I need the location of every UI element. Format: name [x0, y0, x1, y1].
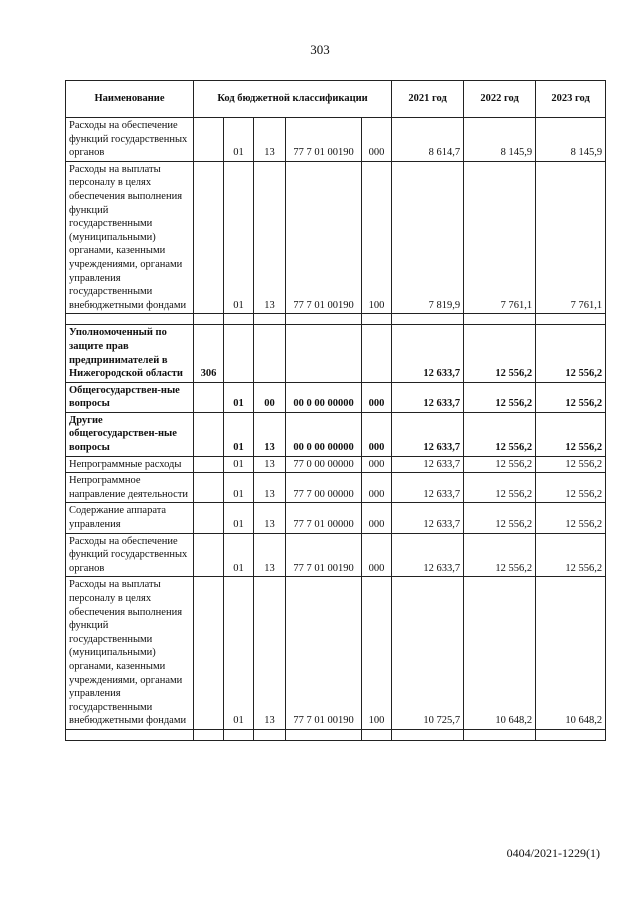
cell-y2022: 8 145,9	[464, 118, 536, 162]
cell-sub	[254, 325, 286, 382]
cell-target: 77 7 01 00190	[286, 118, 362, 162]
cell-sec: 01	[224, 533, 254, 577]
header-2021: 2021 год	[392, 81, 464, 118]
cell-y2021: 12 633,7	[392, 325, 464, 382]
cell-sub: 13	[254, 473, 286, 503]
table-row	[66, 473, 606, 503]
empty-cell	[536, 314, 606, 325]
empty-cell	[286, 729, 362, 740]
table-row	[66, 161, 606, 314]
cell-sec: 01	[224, 412, 254, 456]
table-row	[66, 577, 606, 730]
cell-target: 77 7 01 00190	[286, 577, 362, 730]
cell-type: 100	[362, 161, 392, 314]
empty-cell	[224, 729, 254, 740]
empty-cell	[392, 314, 464, 325]
cell-type: 000	[362, 382, 392, 412]
empty-cell	[392, 729, 464, 740]
table-row	[66, 382, 606, 412]
table-body	[66, 118, 606, 741]
empty-cell	[224, 314, 254, 325]
cell-sec: 01	[224, 503, 254, 533]
empty-cell	[362, 314, 392, 325]
cell-y2021: 12 633,7	[392, 473, 464, 503]
cell-y2021: 12 633,7	[392, 412, 464, 456]
cell-sub: 13	[254, 577, 286, 730]
cell-y2023: 12 556,2	[536, 456, 606, 473]
cell-y2021: 12 633,7	[392, 382, 464, 412]
empty-cell	[66, 729, 194, 740]
cell-y2022: 12 556,2	[464, 325, 536, 382]
cell-dept	[194, 456, 224, 473]
cell-y2022: 12 556,2	[464, 456, 536, 473]
cell-dept	[194, 503, 224, 533]
document-code: 0404/2021-1229(1)	[506, 846, 600, 860]
cell-name: Общегосударствен-ные вопросы	[66, 382, 194, 412]
cell-type: 000	[362, 473, 392, 503]
cell-sub: 00	[254, 382, 286, 412]
cell-sub: 13	[254, 161, 286, 314]
header-name: Наименование	[66, 81, 194, 118]
cell-y2022: 12 556,2	[464, 382, 536, 412]
empty-cell	[286, 314, 362, 325]
header-2023: 2023 год	[536, 81, 606, 118]
cell-dept	[194, 382, 224, 412]
cell-name: Расходы на выплаты персоналу в целях обеспечения выполнения функций государственными (муниципальными) органами, казенными учреждениями, органами управления государственными внебюджетными фондами	[66, 577, 194, 730]
cell-dept	[194, 161, 224, 314]
cell-target	[286, 325, 362, 382]
cell-y2021: 12 633,7	[392, 533, 464, 577]
empty-cell	[254, 729, 286, 740]
cell-name: Расходы на выплаты персоналу в целях обеспечения выполнения функций государственными (муниципальными) органами, казенными учреждениями, органами управления государственными внебюджетными фондами	[66, 161, 194, 314]
cell-sec: 01	[224, 161, 254, 314]
header-code: Код бюджетной классификации	[194, 81, 392, 118]
cell-dept: 306	[194, 325, 224, 382]
cell-sec: 01	[224, 577, 254, 730]
cell-y2023: 12 556,2	[536, 325, 606, 382]
cell-name: Расходы на обеспечение функций государственных органов	[66, 118, 194, 162]
cell-y2023: 12 556,2	[536, 533, 606, 577]
cell-name: Содержание аппарата управления	[66, 503, 194, 533]
cell-sub: 13	[254, 503, 286, 533]
table-row	[66, 412, 606, 456]
cell-y2023: 8 145,9	[536, 118, 606, 162]
cell-type: 000	[362, 118, 392, 162]
cell-y2022: 10 648,2	[464, 577, 536, 730]
budget-table	[65, 80, 606, 741]
cell-sec: 01	[224, 118, 254, 162]
header-2022: 2022 год	[464, 81, 536, 118]
empty-cell	[362, 729, 392, 740]
cell-name: Непрограммное направление деятельности	[66, 473, 194, 503]
cell-sub: 13	[254, 412, 286, 456]
cell-y2023: 12 556,2	[536, 473, 606, 503]
empty-cell	[464, 314, 536, 325]
cell-dept	[194, 118, 224, 162]
cell-y2023: 7 761,1	[536, 161, 606, 314]
cell-target: 00 0 00 00000	[286, 382, 362, 412]
spacer-row	[66, 729, 606, 740]
cell-sub: 13	[254, 118, 286, 162]
empty-cell	[194, 729, 224, 740]
header-row	[66, 81, 606, 118]
cell-sec	[224, 325, 254, 382]
cell-sec: 01	[224, 473, 254, 503]
table-row	[66, 503, 606, 533]
empty-cell	[536, 729, 606, 740]
cell-sec: 01	[224, 456, 254, 473]
cell-name: Непрограммные расходы	[66, 456, 194, 473]
cell-target: 77 7 01 00190	[286, 161, 362, 314]
cell-y2022: 12 556,2	[464, 533, 536, 577]
cell-sub: 13	[254, 456, 286, 473]
cell-y2022: 12 556,2	[464, 503, 536, 533]
cell-name: Расходы на обеспечение функций государственных органов	[66, 533, 194, 577]
table-row	[66, 456, 606, 473]
cell-name: Уполномоченный по защите прав предпринимателей в Нижегородской области	[66, 325, 194, 382]
cell-dept	[194, 533, 224, 577]
table-row	[66, 118, 606, 162]
cell-y2022: 12 556,2	[464, 412, 536, 456]
cell-sec: 01	[224, 382, 254, 412]
cell-type	[362, 325, 392, 382]
table-row	[66, 325, 606, 382]
cell-type: 000	[362, 533, 392, 577]
cell-target: 77 7 01 00190	[286, 533, 362, 577]
cell-y2021: 12 633,7	[392, 503, 464, 533]
cell-target: 77 7 00 00000	[286, 473, 362, 503]
table-row	[66, 533, 606, 577]
cell-y2023: 12 556,2	[536, 412, 606, 456]
cell-y2021: 12 633,7	[392, 456, 464, 473]
cell-target: 00 0 00 00000	[286, 412, 362, 456]
cell-type: 000	[362, 412, 392, 456]
empty-cell	[66, 314, 194, 325]
cell-y2021: 7 819,9	[392, 161, 464, 314]
cell-type: 000	[362, 503, 392, 533]
page-number: 303	[310, 42, 330, 57]
cell-y2021: 10 725,7	[392, 577, 464, 730]
cell-target: 77 7 01 00000	[286, 503, 362, 533]
empty-cell	[464, 729, 536, 740]
empty-cell	[254, 314, 286, 325]
cell-dept	[194, 412, 224, 456]
cell-y2022: 7 761,1	[464, 161, 536, 314]
cell-y2022: 12 556,2	[464, 473, 536, 503]
cell-name: Другие общегосударствен-ные вопросы	[66, 412, 194, 456]
cell-dept	[194, 473, 224, 503]
cell-type: 000	[362, 456, 392, 473]
spacer-row	[66, 314, 606, 325]
cell-y2023: 12 556,2	[536, 382, 606, 412]
cell-type: 100	[362, 577, 392, 730]
empty-cell	[194, 314, 224, 325]
cell-target: 77 0 00 00000	[286, 456, 362, 473]
cell-y2023: 12 556,2	[536, 503, 606, 533]
cell-y2021: 8 614,7	[392, 118, 464, 162]
cell-dept	[194, 577, 224, 730]
cell-sub: 13	[254, 533, 286, 577]
cell-y2023: 10 648,2	[536, 577, 606, 730]
